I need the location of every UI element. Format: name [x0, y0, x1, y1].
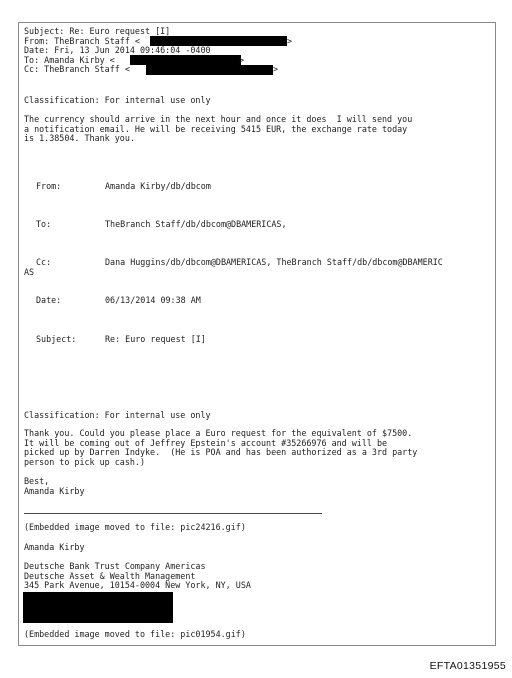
- document-id: EFTA01351955: [429, 660, 506, 672]
- quoted-date-value: 06/13/2014 09:38 AM: [105, 295, 201, 305]
- header-cc: Cc: TheBranch Staff <: [24, 64, 130, 74]
- signature-address: 345 Park Avenue, 10154-0004 New York, NY, USA: [24, 580, 251, 590]
- header-cc-end: >: [273, 64, 279, 74]
- embedded-image-note: (Embedded image moved to file: pic24216.gif): [24, 522, 246, 532]
- separator-rule: [24, 513, 322, 514]
- quoted-cc-value: Dana Huggins/db/dbcom@DBAMERICAS, TheBranch Staff/db/dbcom@DBAMERIC: [105, 257, 443, 267]
- header-from-end: >: [287, 35, 293, 46]
- redaction-to-email: [130, 55, 241, 65]
- signature-division: Deutsche Asset & Wealth Management: [24, 570, 196, 581]
- classification-label: Classification: For internal use only: [24, 95, 211, 105]
- quoted-date-label: Date:: [36, 295, 62, 305]
- header-subject: Subject: Re: Euro request [I]: [24, 26, 171, 36]
- header-to-end: >: [239, 54, 245, 65]
- email-document: [18, 22, 496, 646]
- classification-label-2: Classification: For internal use only: [24, 410, 211, 420]
- reply-body-line: The currency should arrive in the next hour and once it does I will send you: [24, 114, 413, 124]
- original-body-line: picked up by Darren Indyke. (He is POA and has been authorized as a 3rd party: [24, 447, 418, 457]
- quoted-to-label: To:: [36, 219, 52, 229]
- redaction-cc-email: [146, 65, 273, 75]
- quoted-from-label: From:: [36, 181, 62, 191]
- signoff-line: Best,: [24, 476, 50, 486]
- signature-name: Amanda Kirby: [24, 542, 85, 552]
- original-body-line: Thank you. Could you please place a Euro request for the equivalent of $7500.: [24, 428, 413, 438]
- quoted-to-value: TheBranch Staff/db/dbcom@DBAMERICAS,: [105, 219, 287, 229]
- quoted-subject-label: Subject:: [36, 334, 77, 344]
- quoted-cc-label: Cc:: [36, 257, 52, 267]
- header-from: From: TheBranch Staff <: [24, 35, 140, 46]
- header-to: To: Amanda Kirby <: [24, 54, 115, 65]
- quoted-from-value: Amanda Kirby/db/dbcom: [105, 181, 211, 191]
- signoff-name: Amanda Kirby: [24, 485, 85, 496]
- reply-body-line: is 1.38504. Thank you.: [24, 133, 135, 143]
- redaction-signature-block: [23, 592, 173, 623]
- quoted-cc-wrap: AS: [24, 266, 35, 277]
- original-body-line: person to pick up cash.): [24, 456, 146, 467]
- reply-body-line: a notification email. He will be receiving 5415 EUR, the exchange rate today: [24, 123, 408, 134]
- embedded-image-note-2: (Embedded image moved to file: pic01954.gif): [24, 629, 246, 639]
- original-body-line: It will be coming out of Jeffrey Epstein's account #35266976 and will be: [24, 437, 388, 448]
- header-date: Date: Fri, 13 Jun 2014 09:46:04 -0400: [24, 45, 211, 55]
- quoted-subject-value: Re: Euro request [I]: [105, 334, 206, 344]
- signature-company: Deutsche Bank Trust Company Americas: [24, 561, 206, 571]
